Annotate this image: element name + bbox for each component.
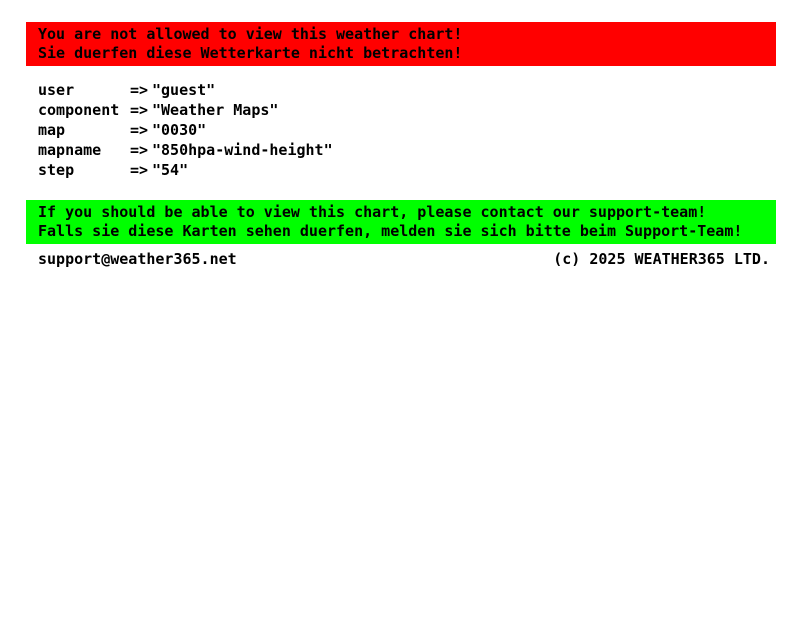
support-message-de: Falls sie diese Karten sehen duerfen, melden sie sich bitte beim Support-Team! [38, 222, 743, 240]
access-denied-banner [26, 22, 776, 66]
arrow-glyph: => [130, 121, 149, 139]
support-contact-banner [26, 200, 776, 244]
detail-key: mapname [38, 141, 102, 159]
arrow-glyph: => [130, 141, 149, 159]
arrow-glyph: => [130, 161, 149, 179]
detail-value: "Weather Maps" [152, 101, 279, 119]
access-denied-message-de: Sie duerfen diese Wetterkarte nicht betrachten! [38, 44, 463, 62]
request-details-list [38, 80, 800, 180]
support-email: support@weather365.net [38, 250, 237, 268]
access-denied-message-en: You are not allowed to view this weather chart! [38, 25, 463, 43]
detail-row-user [38, 80, 800, 100]
detail-row-map [38, 120, 800, 140]
arrow-glyph: => [130, 81, 149, 99]
footer [38, 251, 770, 268]
detail-key: step [38, 161, 75, 179]
detail-key: map [38, 121, 66, 139]
detail-value: "54" [152, 161, 189, 179]
error-page [0, 22, 800, 622]
detail-row-step [38, 160, 800, 180]
copyright-notice: (c) 2025 WEATHER365 LTD. [553, 250, 770, 268]
detail-row-component [38, 100, 800, 120]
detail-key: user [38, 81, 75, 99]
detail-value: "0030" [152, 121, 207, 139]
detail-value: "guest" [152, 81, 216, 99]
detail-value: "850hpa-wind-height" [152, 141, 333, 159]
arrow-glyph: => [130, 101, 149, 119]
support-message-en: If you should be able to view this chart, please contact our support-team! [38, 203, 707, 221]
detail-row-mapname [38, 140, 800, 160]
detail-key: component [38, 101, 120, 119]
